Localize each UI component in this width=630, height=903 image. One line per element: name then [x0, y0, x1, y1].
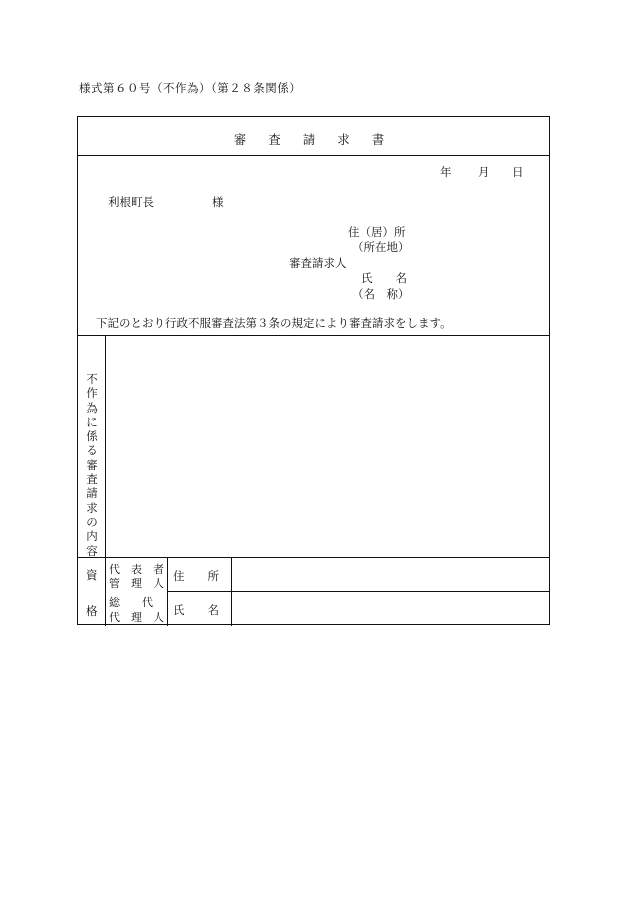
role-agent: 代 理 人 — [109, 611, 164, 624]
content-label: 不作為に係る審査請求の内容 — [86, 372, 98, 558]
date-day-label: 日 — [512, 165, 524, 179]
recipient-honorific: 様 — [212, 195, 224, 209]
requester-role-label: 審査請求人 — [289, 256, 347, 270]
form-number: 様式第６０号（不作為）（第２８条関係） — [79, 81, 302, 95]
recipient-name: 利根町長 — [108, 195, 154, 209]
title-divider — [78, 155, 549, 156]
role-general-rep: 総 代 — [109, 596, 153, 609]
requester-title-label: （名 称） — [352, 287, 410, 301]
form-title: 審 査 請 求 書 — [233, 132, 394, 147]
date-month-label: 月 — [478, 165, 490, 179]
requester-address-label: 住（居）所 — [348, 225, 406, 239]
date-year-label: 年 — [440, 165, 452, 179]
requester-location-label: （所在地） — [352, 240, 410, 254]
bottom-name-label: 氏 名 — [173, 603, 219, 617]
bottom-name-field[interactable] — [232, 592, 549, 624]
request-form — [77, 116, 550, 625]
qualification-label-bottom: 格 — [86, 604, 98, 618]
bottom-address-label: 住 所 — [173, 569, 219, 583]
bottom-address-field[interactable] — [232, 558, 549, 591]
content-field[interactable] — [106, 336, 549, 557]
role-representative: 代 表 者 — [109, 563, 164, 576]
qualification-label-top: 資 — [86, 568, 98, 582]
role-administrator: 管 理 人 — [109, 577, 164, 590]
requester-name-label: 氏 名 — [361, 271, 407, 285]
qualification-col-divider — [105, 557, 106, 626]
request-statement: 下記のとおり行政不服審査法第３条の規定により審査請求をします。 — [96, 316, 452, 330]
